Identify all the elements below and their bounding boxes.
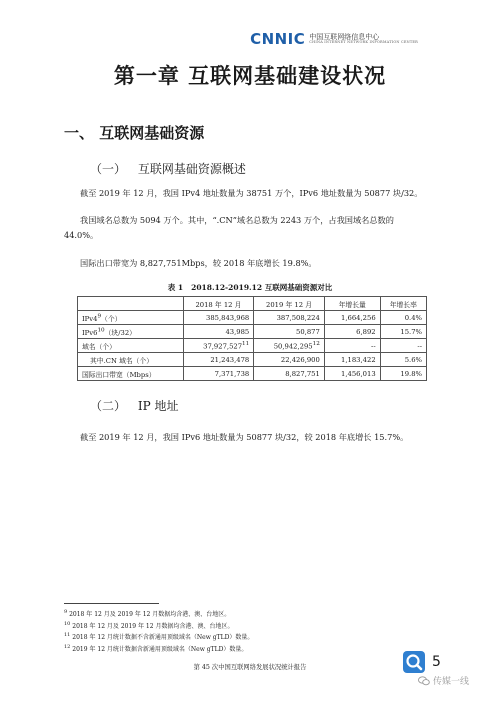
- table-row: $IPv4^9$（个） 385,843,968 387,508,224 1,664,256 0.4%: [78, 311, 427, 325]
- table-header-row: [78, 297, 427, 311]
- header-logo: [250, 30, 418, 48]
- paragraph-bandwidth: 国际出口带宽为 8,827,751Mbps，较 2018 年底增长 19.8%。: [80, 258, 317, 268]
- table-header-cell: 2019 年 12 月: [254, 297, 325, 311]
- table-row: $IPv6^{10}$（块/32） 43,985 50,877 6,892 15.7%: [78, 325, 427, 339]
- table-header-cell: [78, 297, 184, 311]
- table-caption-text: 2018.12-2019.12 互联网基础资源对比: [191, 283, 333, 292]
- footnote: $^{11}$ 2018 年 12 月统计数据不含新通用顶级域名（New gTLD）数量。: [64, 632, 254, 641]
- paragraph-domain-line1: 我国域名总数为 5094 万个。其中，“.CN”域名总数为 2243 万个，占我国域名总数的: [80, 215, 394, 225]
- subsection-title-2: [90, 397, 178, 414]
- resource-table: [77, 296, 427, 381]
- watermark-text: 传媒一线: [433, 677, 470, 687]
- table-header-cell: 年增长量: [324, 297, 380, 311]
- footnote: $^{12}$ 2019 年 12 月统计数据含新通用顶级域名（New gTLD）数量。: [64, 643, 248, 653]
- footnote-divider: [64, 603, 159, 604]
- section-title: 一、 互联网基础资源: [64, 124, 205, 142]
- search-magnifier-icon: [402, 650, 426, 674]
- footnote: $^{10}$ 2018 年 12 月及 2019 年 12 月数据均含港、澳、台地区。: [64, 620, 234, 630]
- paragraph-domain-line2: 44.0%。: [64, 230, 99, 240]
- cnnic-logo: CNNIC: [250, 30, 306, 48]
- org-name-en: CHINA INTERNET NETWORK INFORMATION CENTER: [309, 39, 418, 44]
- org-name-cn: 中国互联网络信息中心: [309, 32, 380, 41]
- table-header-cell: 年增长率: [380, 297, 426, 311]
- subsection-label: IP 地址: [137, 399, 179, 413]
- page-number: 5: [432, 654, 441, 670]
- table-row: 国际出口带宽（Mbps） 7,371,738 8,827,751 1,456,013 19.8%: [78, 367, 427, 381]
- table-header-cell: 2018 年 12 月: [183, 297, 254, 311]
- table-caption: [0, 282, 500, 293]
- subsection-label: 互联网基础资源概述: [137, 162, 246, 176]
- footnotes: [64, 608, 253, 654]
- footer-report-title: 第 45 次中国互联网络发展状况统计报告: [193, 664, 307, 671]
- wechat-icon: [418, 676, 430, 686]
- watermark: [418, 674, 469, 687]
- table-row: 其中.CN 域名（个） 21,243,478 22,426,900 1,183,422 5.6%: [78, 353, 427, 367]
- paragraph-domain: [64, 213, 436, 243]
- subsection-number: （二）: [90, 399, 127, 413]
- subsection-number: （一）: [90, 162, 127, 176]
- paragraph-ipv6: 截至 2019 年 12 月，我国 IPv6 地址数量为 50877 块/32，较 2018 年底增长 15.7%。: [80, 432, 409, 442]
- footnote: $^9$ 2018 年 12 月及 2019 年 12 月数据均含港、澳、台地区。: [64, 609, 231, 618]
- table-caption-number: 表 1: [167, 283, 184, 292]
- table-row: 域名（个） 37,927,527$^{11}$ 50,942,295$^{12}$ -- --: [78, 339, 427, 353]
- subsection-title-1: [90, 160, 246, 177]
- chapter-title: 第一章 互联网基础建设状况: [113, 63, 387, 88]
- paragraph-ip: 截至 2019 年 12 月，我国 IPv4 地址数量为 38751 万个，IPv6 地址数量为 50877 块/32。: [80, 188, 423, 198]
